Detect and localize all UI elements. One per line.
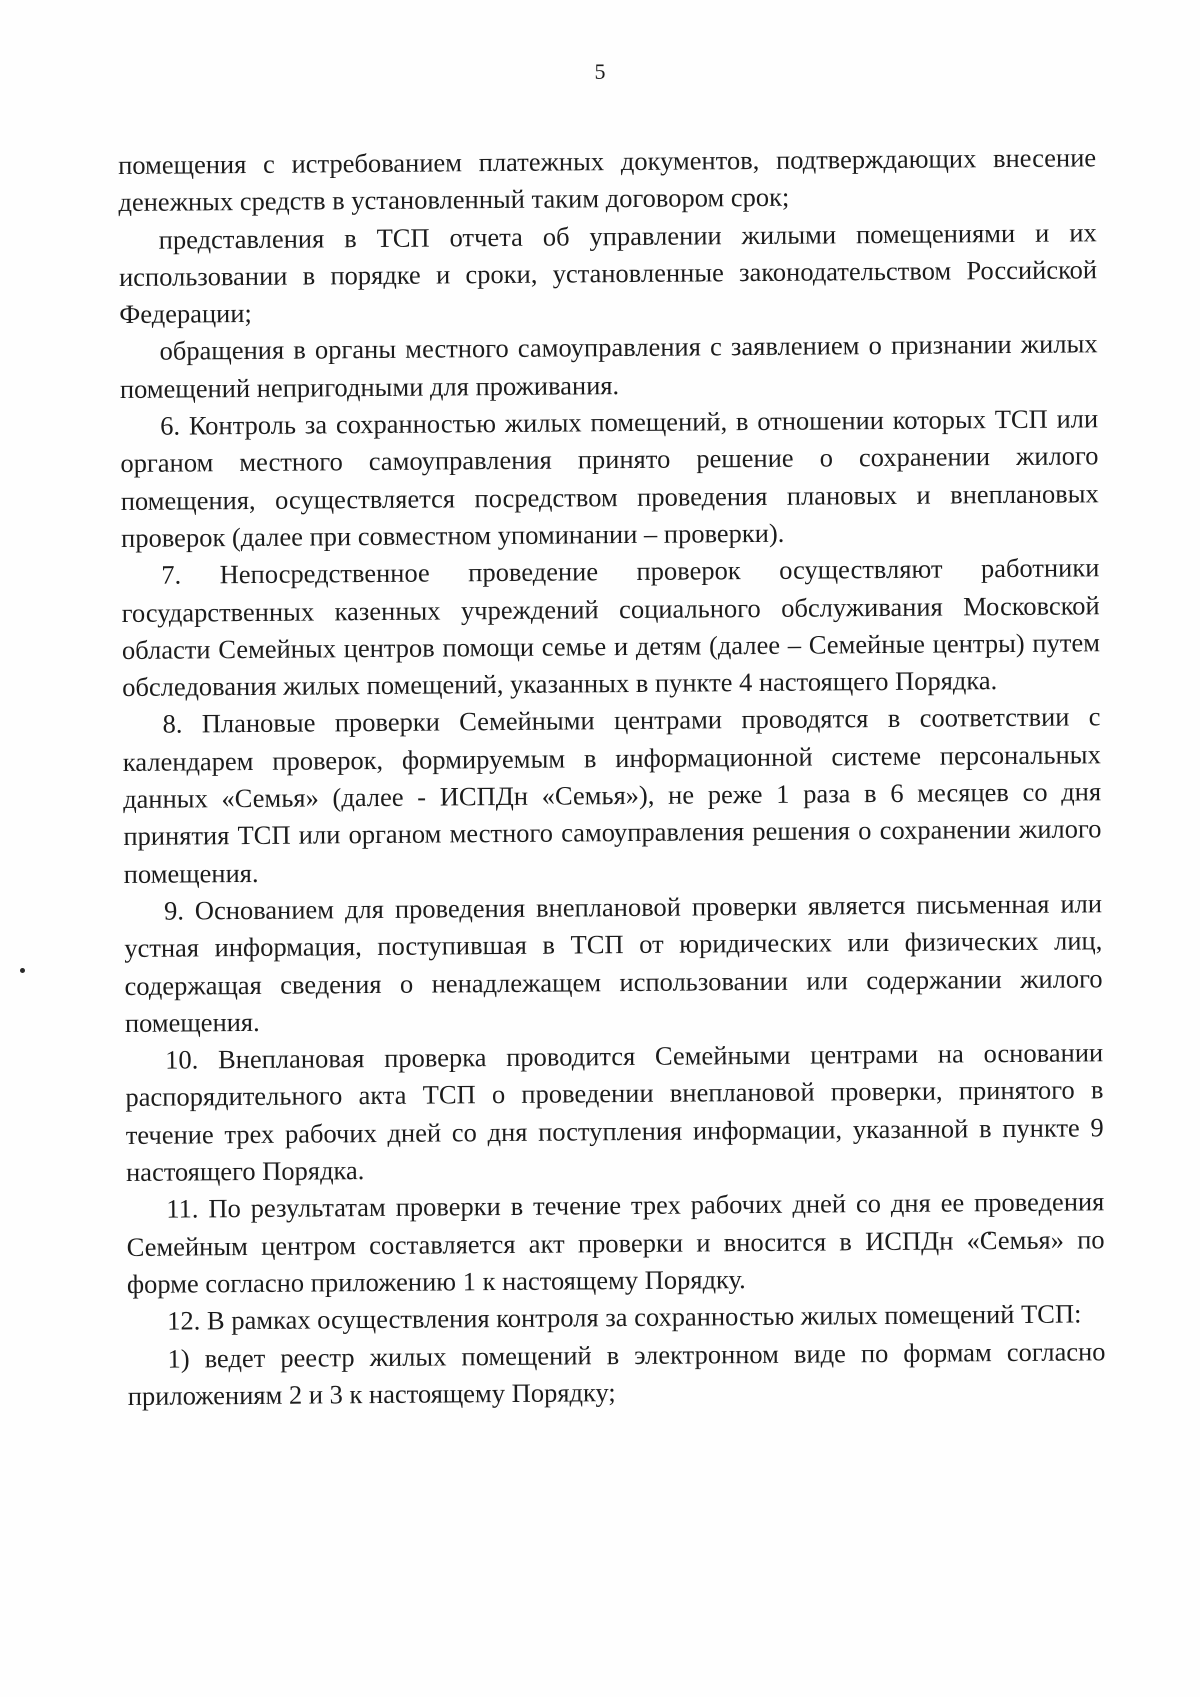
paragraph-item-6: 6. Контроль за сохранностью жилых помещений, в отношении которых ТСП или органом местного самоуправления принято решение о сохранении жилого помещения, осуществляется посредством проведения плановых и внеплановых проверок (далее при совместном упоминании – проверки). [120,403,1099,553]
paragraph: представления в ТСП отчета об управлении жилыми помещениями и их использовании в порядке и сроки, установленные законодательством Российской Федерации; [118,216,1098,330]
scan-artifact-dot [20,968,25,973]
paragraph-item-10: 10. Внеплановая проверка проводится Семейными центрами на основании распорядительного акта ТСП о проведении внеплановой проверки, принятого в течение трех рабочих дней со дня поступления информации, указанной в пункте 9 настоящего Порядка. [125,1037,1104,1187]
paragraph-item-12: 12. В рамках осуществления контроля за сохранностью жилых помещений ТСП: [167,1298,1082,1336]
paragraph-item-8: 8. Плановые проверки Семейными центрами проводятся в соответствии с календарем проверок, формируемым в информационной системе персональных данных «Семья» (далее - ИСПДн «Семья»), не реже 1 раза в 6 месяцев со дня принятия ТСП или органом местного самоуправления решения о сохранении жилого помещения. [122,701,1102,889]
paragraph-item-9: 9. Основанием для проведения внеплановой проверки является письменная или устная информация, поступившая в ТСП от юридических или физических лиц, содержащая сведения о ненадлежащем использовании или содержании жилого помещения. [124,888,1103,1038]
paragraph-continuation: помещения с истребованием платежных документов, подтверждающих внесение денежных средств в установленный таким договором срок; [118,142,1097,218]
paragraph-subitem-1: 1) ведет реестр жилых помещений в электронном виде по формам согласно приложениям 2 и 3 к настоящему Порядку; [127,1335,1106,1411]
paragraph-item-11: 11. По результатам проверки в течение трех рабочих дней со дня ее проведения Семейным центром составляется акт проверки и вносится в ИСПДн «Семья» по форме согласно приложению 1 к настоящему Порядку. [126,1186,1105,1299]
document-body [118,139,1106,1415]
paragraph-item-7: 7. Непосредственное проведение проверок осуществляют работники государственных казенных учреждений социального обслуживания Московской области Семейных центров помощи семье и детям (далее – Семейные центры) путем обследования жилых помещений, указанных в пункте 4 настоящего Порядка. [121,552,1101,703]
paragraph: обращения в органы местного самоуправления с заявлением о признании жилых помещений непригодными для проживания. [119,328,1098,404]
page-number: 5 [594,59,606,84]
